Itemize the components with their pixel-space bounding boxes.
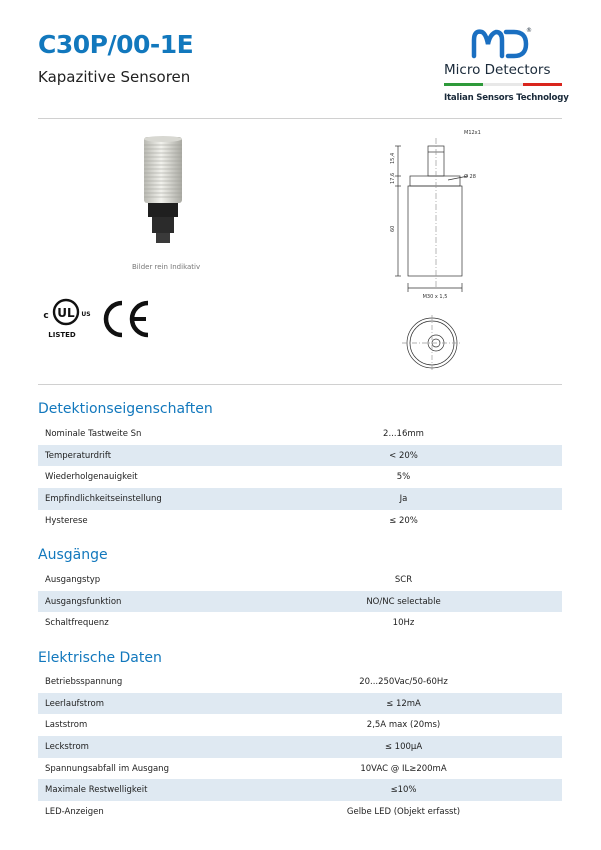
ul-listed-mark xyxy=(40,296,94,340)
row-label: Maximale Restwelligkeit xyxy=(38,779,245,801)
table-row xyxy=(38,510,562,532)
registered-mark: ® xyxy=(526,27,532,34)
table-row xyxy=(38,779,562,801)
row-value: 5% xyxy=(396,472,411,483)
page-subtitle: Kapazitive Sensoren xyxy=(38,68,191,86)
row-value: ≤ 20% xyxy=(389,515,418,526)
technical-drawing xyxy=(388,128,498,300)
dim-thread-top: M12x1 xyxy=(464,130,481,136)
logo-name: Micro Detectors xyxy=(444,62,551,78)
row-label: Betriebsspannung xyxy=(45,676,123,687)
row-label: Ausgangstyp xyxy=(45,574,101,585)
photo-caption: Bilder rein Indikativ xyxy=(132,263,201,271)
dim-diameter: Ø 28 xyxy=(464,174,476,180)
row-label: Ausgangsfunktion xyxy=(38,591,245,613)
dim-length: 60 xyxy=(390,225,396,232)
row-label: Empfindlichkeitseinstellung xyxy=(38,488,245,510)
header-divider xyxy=(38,118,562,119)
row-label: Nominale Tastweite Sn xyxy=(45,428,142,439)
row-value: ≤ 100µA xyxy=(245,736,562,758)
page-title: C30P/00-1E xyxy=(38,30,194,59)
row-label: Temperaturdrift xyxy=(38,445,245,467)
ul-text: UL xyxy=(57,306,75,320)
spec-table-electrical xyxy=(38,671,562,823)
spec-table-detection xyxy=(38,423,562,531)
row-label: Wiederholgenauigkeit xyxy=(45,472,138,483)
section-title-electrical: Elektrische Daten xyxy=(38,650,162,666)
dim-mid: 17,6 xyxy=(390,172,396,184)
technical-drawing-front xyxy=(400,315,464,371)
brand-logo xyxy=(440,26,569,108)
table-row xyxy=(38,693,562,715)
ul-listed-text: LISTED xyxy=(48,331,76,339)
row-label: Spannungsabfall im Ausgang xyxy=(45,763,169,774)
table-row xyxy=(38,612,562,634)
table-row xyxy=(38,466,562,488)
section-divider xyxy=(38,384,562,385)
row-value: 2,5A max (20ms) xyxy=(366,720,441,731)
table-row xyxy=(38,714,562,736)
row-value: < 20% xyxy=(245,445,562,467)
row-value: 10VAC @ IL≥200mA xyxy=(360,763,447,774)
table-row xyxy=(38,423,562,445)
ce-mark xyxy=(102,300,154,338)
ul-c-text: c xyxy=(43,311,49,321)
row-label: Hysterese xyxy=(45,515,88,526)
row-label: LED-Anzeigen xyxy=(45,806,104,817)
row-value: SCR xyxy=(394,574,413,585)
row-label: Leerlaufstrom xyxy=(38,693,245,715)
section-title-detection: Detektionseigenschaften xyxy=(38,401,213,417)
logo-tagline: Italian Sensors Technology xyxy=(444,93,569,103)
row-value: NO/NC selectable xyxy=(245,591,562,613)
spec-table-outputs xyxy=(38,569,562,634)
row-label: Leckstrom xyxy=(38,736,245,758)
row-value: 20...250Vac/50-60Hz xyxy=(359,676,448,687)
dim-top: 15,4 xyxy=(390,152,396,164)
table-row xyxy=(38,758,562,780)
row-value: Gelbe LED (Objekt erfasst) xyxy=(346,806,461,817)
md-logo-icon xyxy=(470,26,530,60)
row-label: Laststrom xyxy=(45,720,88,731)
ul-us-text: US xyxy=(81,311,91,318)
table-row xyxy=(38,591,562,613)
row-value: 2...16mm xyxy=(383,428,424,439)
table-row xyxy=(38,671,562,693)
table-row xyxy=(38,569,562,591)
table-row xyxy=(38,736,562,758)
row-label: Schaltfrequenz xyxy=(45,618,109,629)
row-value: Ja xyxy=(245,488,562,510)
table-row xyxy=(38,488,562,510)
row-value: ≤ 12mA xyxy=(245,693,562,715)
product-photo xyxy=(140,135,192,245)
row-value: ≤10% xyxy=(245,779,562,801)
section-title-outputs: Ausgänge xyxy=(38,547,108,563)
italian-flag-bar xyxy=(444,83,562,86)
table-row xyxy=(38,801,562,823)
dim-thread-bottom: M30 x 1,5 xyxy=(422,294,448,300)
table-row xyxy=(38,445,562,467)
row-value: 10Hz xyxy=(392,618,415,629)
